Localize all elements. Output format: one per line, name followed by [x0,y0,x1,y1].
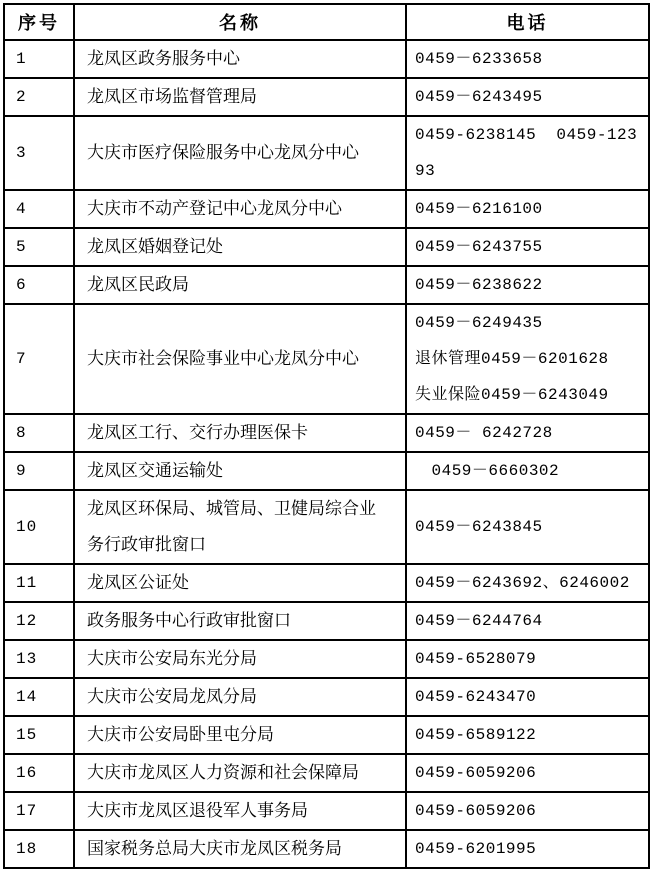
phone-line: 0459－6243692、6246002 [415,574,630,592]
name-line: 龙凤区公证处 [87,573,189,592]
table-row [4,830,649,868]
row-number-cell [4,602,74,640]
phone-cell [406,40,649,78]
row-number-cell [4,678,74,716]
row-number: 12 [16,612,38,630]
row-number-cell [4,830,74,868]
table-body [4,40,649,868]
row-number-cell [4,754,74,792]
row-number: 14 [16,688,38,706]
row-number: 8 [16,424,27,442]
phone-line: 0459－ 6242728 [415,424,553,442]
phone-cell [406,190,649,228]
table-row [4,304,649,414]
phone-line: 0459－6243755 [415,238,543,256]
table-row [4,792,649,830]
row-number-cell [4,228,74,266]
header-phone: 电话 [406,4,649,40]
phone-cell [406,678,649,716]
row-number: 2 [16,88,27,106]
phone-cell [406,266,649,304]
name-line: 国家税务总局大庆市龙凤区税务局 [87,839,342,858]
name-cell [74,792,406,830]
row-number-cell [4,78,74,116]
phone-line: 退休管理0459－6201628 [415,350,609,368]
name-cell [74,830,406,868]
phone-cell [406,228,649,266]
table-row [4,490,649,564]
table-row [4,452,649,490]
name-cell [74,678,406,716]
row-number: 3 [16,144,27,162]
header-name: 名称 [74,4,406,40]
phone-line: 0459-6528079 [415,650,537,668]
table-row [4,414,649,452]
phone-cell [406,490,649,564]
row-number-cell [4,304,74,414]
row-number-cell [4,564,74,602]
phone-cell [406,640,649,678]
phone-cell [406,792,649,830]
name-cell [74,40,406,78]
table-row [4,754,649,792]
name-cell [74,266,406,304]
table-row [4,228,649,266]
name-cell [74,78,406,116]
table-row [4,266,649,304]
name-line: 龙凤区交通运输处 [87,461,223,480]
name-line: 龙凤区民政局 [87,275,189,294]
phone-line: 0459-6059206 [415,764,537,782]
name-cell [74,716,406,754]
row-number: 10 [16,518,38,536]
name-cell [74,452,406,490]
phone-line: 0459-6059206 [415,802,537,820]
name-line: 龙凤区市场监督管理局 [87,87,257,106]
row-number: 11 [16,574,38,592]
row-number: 9 [16,462,27,480]
name-line: 龙凤区工行、交行办理医保卡 [87,423,308,442]
phone-cell [406,78,649,116]
row-number: 16 [16,764,38,782]
name-cell [74,304,406,414]
table-row [4,640,649,678]
name-cell [74,564,406,602]
header-serial-number: 序号 [4,4,74,40]
name-cell [74,490,406,564]
name-line: 大庆市龙凤区人力资源和社会保障局 [87,763,359,782]
row-number-cell [4,792,74,830]
table-row [4,564,649,602]
phone-line: 0459－6244764 [415,612,543,630]
row-number-cell [4,414,74,452]
name-line: 龙凤区婚姻登记处 [87,237,223,256]
row-number: 6 [16,276,27,294]
row-number-cell [4,266,74,304]
row-number: 7 [16,350,27,368]
phone-cell [406,452,649,490]
phone-line: 0459－6233658 [415,50,543,68]
name-line: 大庆市社会保险事业中心龙凤分中心 [87,349,359,368]
name-line: 大庆市不动产登记中心龙凤分中心 [87,199,342,218]
table-row [4,40,649,78]
name-line: 大庆市龙凤区退役军人事务局 [87,801,308,820]
phone-cell [406,116,649,190]
phone-cell [406,304,649,414]
row-number: 17 [16,802,38,820]
name-line: 龙凤区政务服务中心 [87,49,240,68]
row-number-cell [4,640,74,678]
name-line: 政务服务中心行政审批窗口 [87,611,291,630]
table-row [4,678,649,716]
row-number: 15 [16,726,38,744]
phone-cell [406,716,649,754]
phone-cell [406,830,649,868]
phone-line: 0459－6238622 [415,276,543,294]
row-number: 18 [16,840,38,858]
name-line: 大庆市公安局卧里屯分局 [87,725,274,744]
row-number-cell [4,490,74,564]
name-cell [74,602,406,640]
table-row [4,716,649,754]
table-row [4,602,649,640]
phone-line: 0459-6589122 [415,726,537,744]
name-cell [74,190,406,228]
table-row [4,116,649,190]
phone-line: 0459－6243495 [415,88,543,106]
phone-line: 失业保险0459－6243049 [415,386,609,404]
phone-line: 0459-6243470 [415,688,537,706]
row-number: 1 [16,50,27,68]
name-line: 大庆市公安局东光分局 [87,649,257,668]
row-number-cell [4,190,74,228]
name-cell [74,414,406,452]
table-row [4,78,649,116]
phone-cell [406,754,649,792]
name-cell [74,116,406,190]
phone-cell [406,414,649,452]
phone-cell [406,602,649,640]
name-line: 大庆市医疗保险服务中心龙凤分中心 [87,143,359,162]
name-line: 务行政审批窗口 [87,535,206,554]
name-cell [74,228,406,266]
header-row [4,4,649,40]
name-line: 龙凤区环保局、城管局、卫健局综合业 [87,499,376,518]
name-cell [74,754,406,792]
row-number: 5 [16,238,27,256]
phone-line: 0459－6216100 [415,200,543,218]
phone-line: 0459－6249435 [415,314,543,332]
phone-cell [406,564,649,602]
phone-line: 0459－6660302 [415,462,560,480]
name-line: 大庆市公安局龙凤分局 [87,687,257,706]
phone-line: 93 [415,162,436,180]
row-number-cell [4,116,74,190]
phone-directory-table [3,3,650,869]
row-number: 4 [16,200,27,218]
name-cell [74,640,406,678]
table-row [4,190,649,228]
row-number-cell [4,452,74,490]
phone-line: 0459-6238145 0459-123 [415,126,638,144]
row-number-cell [4,40,74,78]
phone-line: 0459－6243845 [415,518,543,536]
row-number-cell [4,716,74,754]
phone-line: 0459-6201995 [415,840,537,858]
row-number: 13 [16,650,38,668]
